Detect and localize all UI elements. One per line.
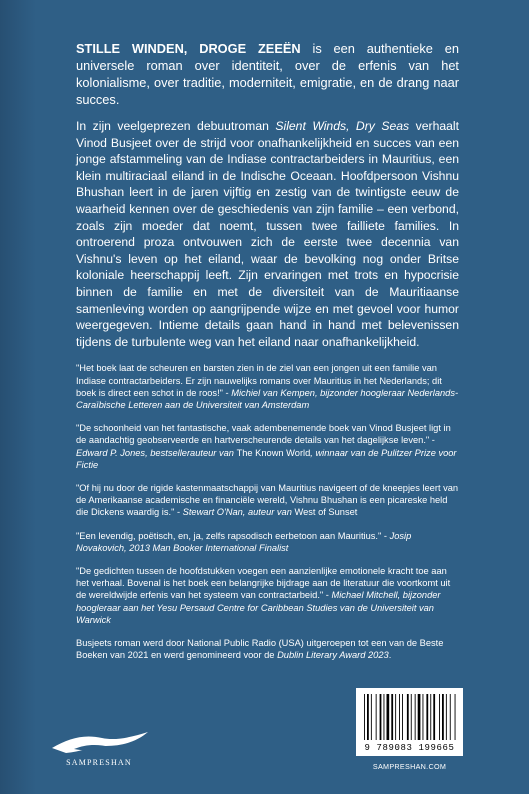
quote-text: "Of hij nu door de rigide kastenmaatschappij van Mauritius navigeert of de kneepjes leert van de Amerikaanse academische en financiële wereld, Vishnu Bhushan is een picareske held die Dickens waardig is." - — [76, 482, 459, 518]
intro-paragraph — [76, 40, 459, 108]
book-title: STILLE WINDEN, DROGE ZEEËN — [76, 41, 301, 56]
quote-text: "Het boek laat de scheuren en barsten zien in de ziel van een jongen uit een familie van Indiase contractarbeiders. Er zijn nauwelijks romans over Mauritius in het Nederlands; dit boek is direct een schot in de roos!" - — [76, 363, 442, 398]
review-quote — [76, 565, 459, 626]
award-note — [76, 637, 459, 661]
quote-attribution: Michiel van Kempen, bijzonder hoogleraar Nederlands-Caraïbische Letteren aan de Universiteit van Amsterdam — [76, 387, 459, 410]
quote-work-title: The Known World — [236, 447, 311, 458]
synopsis-paragraph — [76, 118, 459, 350]
bird-logo-icon — [44, 728, 154, 758]
review-quote — [76, 362, 459, 411]
quote-attribution-suffix: , winnaar van de Pulitzer Prize voor Fictie — [76, 447, 457, 470]
spine-edge — [0, 0, 36, 794]
publisher-website: SAMPRESHAN.COM — [372, 762, 447, 771]
quote-text: "Een levendig, poëtisch, en, ja, zelfs rapsodisch eerbetoon aan Mauritius." - — [76, 530, 390, 541]
quote-attribution: Michael Mitchell, bijzonder hoogleraar aan het Yesu Persaud Centre for Caribbean Studies van de Universiteit van Warwick — [76, 590, 441, 625]
intro-text: is een authentieke en universele roman over identiteit, over de erfenis van het kolonialisme, over traditie, moderniteit, emigratie, en de drang naar succes. — [76, 41, 459, 107]
award-name: Dublin Literary Award 2023 — [277, 650, 389, 661]
award-text: Busjeets roman werd door National Public Radio (USA) uitgeroepen tot een van de Beste Boeken van 2021 en werd genomineerd voor de — [76, 637, 444, 661]
publisher-name: SAMPRESHAN — [66, 758, 132, 767]
synopsis-text-1: In zijn veelgeprezen debuutroman — [76, 119, 276, 133]
synopsis-text-2: verhaalt Vinod Busjeet over de strijd voor onafhankelijkheid en succes van een jonge afstammeling van de Indiase contractarbeiders in Mauritius, een klein multiraciaal eiland in de Indische Oceaan. Hoofdpersoon Vishnu Bhushan leert in de jaren vijftig en zestig van de twintigste eeuw de waarheid kennen over de geschiedenis van zijn familie – een verbond, zoals zijn moeder dat noemt, tussen twee failliete families. In ontroerend proza ontvouwen zich de eerste twee decennia van Vishnu's leven op het eiland, waar de bevolking nog onder Britse koloniale heerschappij leeft. Zijn ervaringen met trots en hypocrisie binnen de familie en met de diversiteit van de Mauritiaanse samenleving worden op aangrijpende wijze en met gevoel voor humor weergegeven. Intieme details gaan hand in hand met belevenissen tijdens de turbulente weg van het eiland naar onafhankelijkheid. — [76, 119, 459, 349]
barcode-icon — [356, 688, 463, 742]
review-quote — [76, 482, 459, 519]
quote-attribution: Josip Novakovich, 2013 Man Booker International Finalist — [76, 530, 412, 553]
publisher-logo — [44, 728, 154, 776]
quote-work-title: West of Sunset — [294, 507, 358, 518]
original-title: Silent Winds, Dry Seas — [275, 119, 410, 133]
review-quote — [76, 530, 459, 554]
quote-attribution: Edward P. Jones, bestsellerauteur van — [76, 447, 237, 458]
cover-text — [76, 40, 459, 671]
review-quote — [76, 422, 459, 471]
quote-attribution: Stewart O'Nan, auteur van — [182, 507, 295, 518]
quote-text: "De gedichten tussen de hoofdstukken voegen een aanzienlijke emotionele kracht toe aan het verhaal. Bovenal is het boek een belangrijke bijdrage aan de literatuur die voortkomt uit de wereldwijde erfenis van het systeem van contractarbeid." - — [76, 565, 451, 601]
award-text-end: . — [388, 650, 392, 661]
isbn-number: 9 789083 199665 — [364, 743, 455, 753]
isbn-barcode — [356, 688, 463, 756]
quote-text: "De schoonheid van het fantastische, vaak adembenemende boek van Vinod Busjeet ligt in de aandachtig geobserveerde en hartverscheurende details van het dagelijkse leven." - — [76, 423, 451, 446]
